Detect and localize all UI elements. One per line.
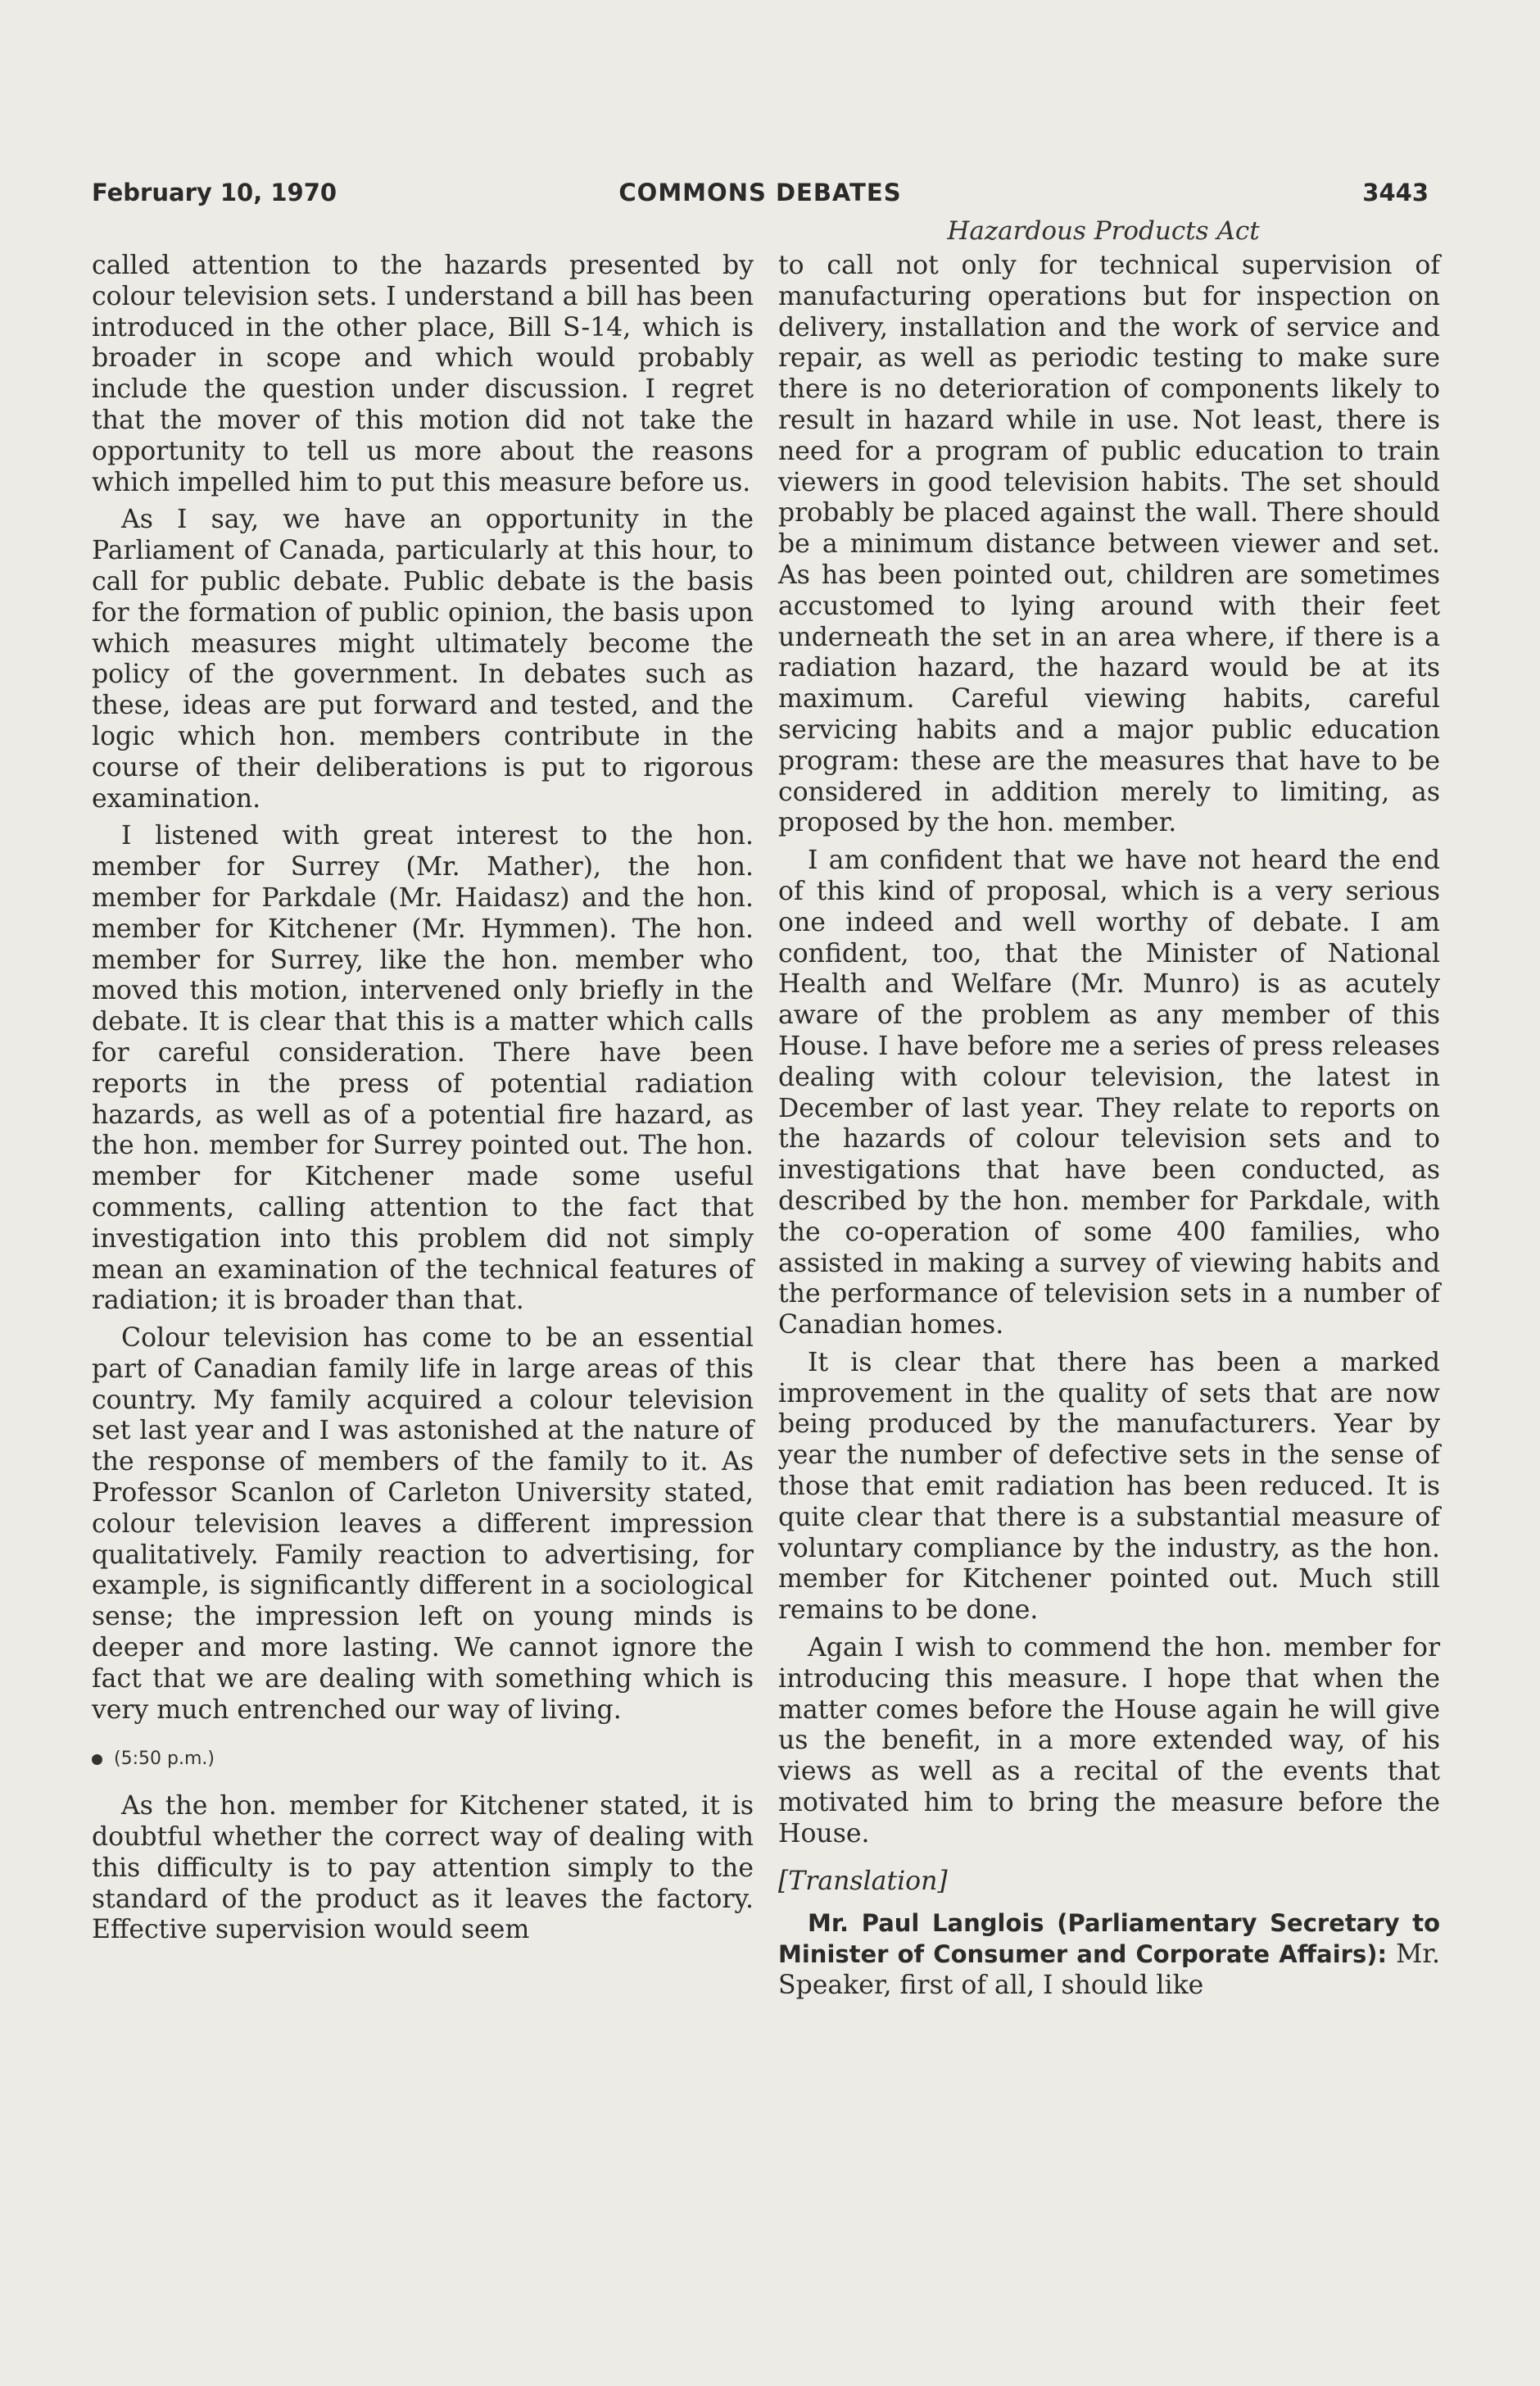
timestamp xyxy=(92,1744,754,1775)
speaker-paragraph xyxy=(778,1908,1440,2001)
left-paragraph-3: I listened with great interest to the hon. member for Surrey (Mr. Mather), the hon. member for Parkdale (Mr. Haidasz) and the hon. member for Kitchener (Mr. Hymmen). The hon. member for Surrey, like the hon. member who moved this motion, intervened only briefly in the debate. It is clear that this is a matter which calls for careful consideration. There have been reports in the press of potential radiation hazards, as well as of a potential fire hazard, as the hon. member for Surrey pointed out. The hon. member for Kitchener made some useful comments, calling attention to the fact that investigation into this problem did not simply mean an examination of the technical features of radiation; it is broader than that. xyxy=(92,821,754,1316)
bullet-dot-icon xyxy=(92,1754,102,1765)
right-paragraph-2: I am confident that we have not heard the end of this kind of proposal, which is a very serious one indeed and well worthy of debate. I am confident, too, that the Minister of National Health and Welfare (Mr. Munro) is as acutely aware of the problem as any member of this House. I have before me a series of press releases dealing with colour television, the latest in December of last year. They relate to reports on the hazards of colour television sets and to investigations that have been conducted, as described by the hon. member for Parkdale, with the co-operation of some 400 families, who assisted in making a survey of viewing habits and the performance of television sets in a number of Canadian homes. xyxy=(778,846,1440,1340)
right-column xyxy=(778,251,1440,2002)
header-page-number: 3443 xyxy=(1362,179,1429,206)
left-paragraph-5: As the hon. member for Kitchener stated, it is doubtful whether the correct way of dealing with this difficulty is to pay attention simply to the standard of the product as it leaves the factory. Effective supervision would seem xyxy=(92,1791,754,1945)
left-paragraph-2: As I say, we have an opportunity in the Parliament of Canada, particularly at this hour, to call for public debate. Public debate is the basis for the formation of public opinion, the basis upon which measures might ultimately become the policy of the government. In debates such as these, ideas are put forward and tested, and the logic which hon. members contribute in the course of their deliberations is put to rigorous examination. xyxy=(92,505,754,814)
page-header xyxy=(92,179,1429,215)
translation-label: [Translation] xyxy=(778,1866,948,1896)
speaker-name: Mr. Paul Langlois (Parliamentary Secretary to Minister of Consumer and Corporate Affairs): xyxy=(778,1909,1440,1969)
section-title: Hazardous Products Act xyxy=(947,216,1260,246)
timestamp-text: (5:50 p.m.) xyxy=(114,1749,215,1770)
speaker-text: Mr. Speaker, first of all, I should like xyxy=(778,1939,1440,2001)
left-column xyxy=(92,251,754,1946)
header-date: February 10, 1970 xyxy=(92,179,337,206)
header-journal-title: COMMONS DEBATES xyxy=(618,179,902,206)
right-paragraph-3: It is clear that there has been a marked improvement in the quality of sets that are now being produced by the manufacturers. Year by year the number of defective sets in the sense of those that emit radiation has been reduced. It is quite clear that there is a substantial measure of voluntary compliance by the industry, as the hon. member for Kitchener pointed out. Much still remains to be done. xyxy=(778,1347,1440,1626)
right-paragraph-1: to call not only for technical supervision of manufacturing operations but for inspection on delivery, installation and the work of service and repair, as well as periodic testing to make sure there is no deterioration of components likely to result in hazard while in use. Not least, there is need for a program of public education to train viewers in good television habits. The set should probably be placed against the wall. There should be a minimum distance between viewer and set. As has been pointed out, children are sometimes accustomed to lying around with their feet underneath the set in an area where, if there is a radiation hazard, the hazard would be at its maximum. Careful viewing habits, careful servicing habits and a major public education program: these are the measures that have to be considered in addition merely to limiting, as proposed by the hon. member. xyxy=(778,251,1440,838)
left-paragraph-1: called attention to the hazards presented by colour television sets. I understand a bill has been introduced in the other place, Bill S-14, which is broader in scope and which would probably include the question under discussion. I regret that the mover of this motion did not take the opportunity to tell us more about the reasons which impelled him to put this measure before us. xyxy=(92,251,754,497)
right-paragraph-4: Again I wish to commend the hon. member for introducing this measure. I hope that when the matter comes before the House again he will give us the benefit, in a more extended way, of his views as well as a recital of the events that motivated him to bring the measure before the House. xyxy=(778,1633,1440,1848)
left-paragraph-4: Colour television has come to be an essential part of Canadian family life in large areas of this country. My family acquired a colour television set last year and I was astonished at the nature of the response of members of the family to it. As Professor Scanlon of Carleton University stated, colour television leaves a different impression qualitatively. Family reaction to advertising, for example, is significantly different in a sociological sense; the impression left on young minds is deeper and more lasting. We cannot ignore the fact that we are dealing with something which is very much entrenched our way of living. xyxy=(92,1323,754,1725)
